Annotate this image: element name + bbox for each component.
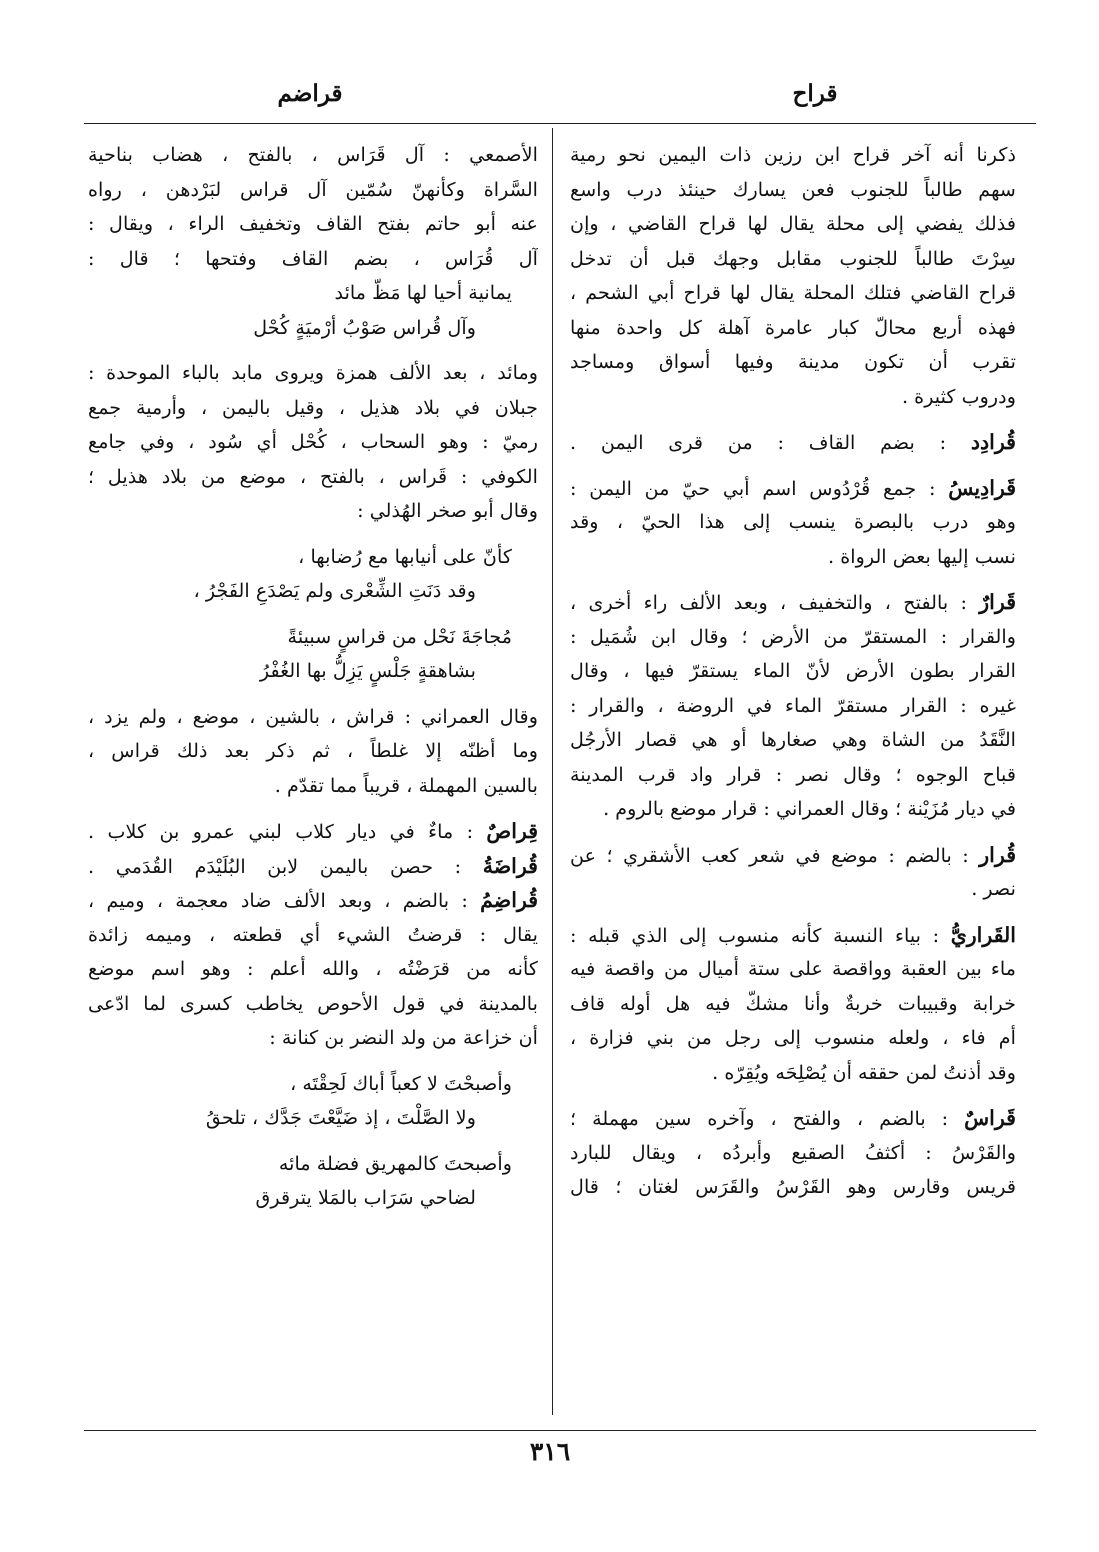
text-line: وقال العمراني : قراش ، بالشين ، موضع ، ولم يزد ، — [88, 704, 538, 728]
headword: قُرار — [979, 842, 1016, 867]
headword: قُراضِمُ — [480, 888, 538, 912]
entry-definition: : جمع قُرْدُوس اسم أبي حيّ من اليمن : — [570, 476, 949, 500]
running-header-right: قراح — [792, 80, 838, 107]
entry-definition: : بالضم ، والفتح ، وآخره سين مهملة ؛ — [570, 1107, 965, 1130]
paragraph-gap — [88, 345, 538, 356]
verse-hemistich-second: ولا الصَّلْتَ ، إذ ضَيَّعْتَ جَدَّك ، تلحقُ — [205, 1106, 476, 1129]
entry-line — [88, 814, 538, 849]
paragraph-gap — [570, 414, 1016, 425]
verse-hemistich-second: وآل قُراس صَوْبُ أرْميَةٍ كُحْل — [253, 315, 476, 339]
footer-rule — [84, 1430, 1036, 1431]
entry-line — [88, 883, 538, 918]
text-line: سهم طالباً للجنوب فعن يسارك حينئذ درب واسع — [570, 177, 1016, 201]
text-line: السَّراة وكأنهنّ سُمّين آل قراس لبَرْدهن ، رواه — [88, 177, 538, 201]
text-line: النَّقَدُ من الشاة وهي صغارها أو هي قصار الأرجُل — [570, 728, 1016, 751]
paragraph-gap — [570, 574, 1016, 585]
entry-line — [570, 585, 1016, 620]
headword: قِراصٌ — [486, 819, 538, 843]
headword: قُرادِد — [970, 430, 1016, 454]
verse-hemistich-first: وأصبحْتَ لا كعباً أباك لَحِقْتَه ، — [290, 1071, 512, 1095]
entry-line — [88, 849, 538, 884]
text-line: والقَرْسُ : أكثفُ الصقيع وأبردُه ، ويقال للبارد — [570, 1140, 1016, 1164]
headword: قَراسٌ — [964, 1106, 1016, 1130]
text-line: عنه أبو حاتم بفتح القاف وتخفيف الراء ، ويقال : — [88, 212, 538, 235]
text-line: وقد أذنتُ لمن حققه أن يُصْلِحَه ويُقِرّه . — [712, 1060, 1016, 1084]
headword: القَراريُّ — [950, 922, 1016, 947]
text-line: ماء بين العقبة وواقصة على ستة أميال من واقصة فيه — [570, 957, 1016, 980]
entry-line — [570, 471, 1016, 506]
text-line: تقرب أن تكون مدينة وفيها أسواق ومساجد — [570, 350, 1016, 373]
text-line: وقال أبو صخر الهُذلي : — [357, 499, 538, 522]
text-line: سِرْتَ طالباً للجنوب مقابل وجهك قبل أن تدخل — [570, 246, 1016, 270]
verse-hemistich-first: وأصبحتَ كالمهريق فضلة مائه — [278, 1151, 512, 1175]
paragraph-gap — [88, 803, 538, 814]
headword: قُراضَةُ — [482, 853, 538, 878]
entry-definition: : بالضم : موضع في شعر كعب الأشقري ؛ عن — [570, 843, 980, 867]
paragraph-gap — [88, 1056, 538, 1067]
text-line: بالمدينة في قول الأحوص يخاطب كسرى لما ادّعى — [88, 991, 538, 1015]
text-line: قريس وقارس وهو القَرْسُ والقَرَس لغتان ؛ قال — [570, 1175, 1016, 1198]
paragraph-gap — [570, 907, 1016, 918]
text-line: القرار بطون الأرض لأنّ الماء يستقرّ فيها ، وقال — [570, 659, 1016, 682]
entry-definition: : بياء النسبة كأنه منسوب إلى الذي قبله : — [570, 923, 951, 947]
entry-line — [570, 918, 1016, 953]
text-line: وما أظنّه إلا غلطاً ، ثم ذكر بعد ذلك قراس ، — [88, 739, 538, 762]
paragraph-gap — [570, 1090, 1016, 1101]
column-divider — [552, 128, 553, 1415]
entry-line — [570, 425, 1016, 460]
entry-definition: : بالفتح ، والتخفيف ، وبعد الألف راء أخرى ، — [570, 591, 980, 614]
text-line: ذكرنا أنه آخر قراح ابن رزين ذات اليمين نحو رمية — [570, 143, 1016, 166]
text-line: في ديار مُزَيْنة ؛ وقال العمراني : قرار موضع بالروم . — [603, 797, 1016, 820]
text-line: ومائد ، بعد الألف همزة ويروى مابد بالباء الموحدة : — [88, 361, 538, 384]
text-line: خرابة وقبيبات خربةٌ وأنا مشكّ فيه هل أوله قاف — [570, 991, 1016, 1015]
entry-line — [570, 1101, 1016, 1136]
page-number: ٣١٦ — [529, 1437, 571, 1466]
paragraph-gap — [88, 609, 538, 620]
paragraph-gap — [88, 689, 538, 700]
text-line: والقرار : المستقرّ من الأرض ؛ وقال ابن شُمَيل : — [570, 624, 1016, 648]
text-line: بالسين المهملة ، قريباً مما تقدّم . — [274, 773, 538, 797]
text-line: أم فاء ، ولعله منسوب إلى رجل من بني فزارة ، — [570, 1026, 1016, 1049]
text-line: جبلان في بلاد هذيل ، وقيل باليمن ، وأرمية جمع — [88, 395, 538, 419]
entry-line — [570, 838, 1016, 873]
text-line: قباح الوجوه ؛ وقال نصر : قرار واد قرب المدينة — [570, 762, 1016, 786]
left-column — [88, 138, 538, 1216]
text-line: أن خزاعة من ولد النضر بن كنانة : — [269, 1026, 538, 1049]
text-line: كأنه من قرَضْتُه ، والله أعلم : وهو اسم موضع — [88, 957, 538, 980]
verse-hemistich-second: لضاحي سَرَاب بالمَلا يترقرق — [255, 1186, 476, 1209]
header-rule — [84, 123, 1036, 124]
text-line: ودروب كثيرة . — [901, 384, 1016, 408]
text-line: رميّ : وهو السحاب ، كُحْل أي سُود ، وفي جامع — [88, 430, 538, 453]
text-line: آل قُرَاس ، بضم القاف وفتحها ؛ قال : — [88, 246, 538, 270]
entry-definition: : حصن باليمن لابن البُلَيْدَم القُدَمي . — [88, 854, 483, 878]
entry-definition: : ماءٌ في ديار كلاب لبني عمرو بن كلاب . — [88, 820, 487, 843]
paragraph-gap — [88, 529, 538, 540]
text-line: نصر . — [971, 877, 1016, 900]
entry-definition: : بالضم ، وبعد الألف ضاد معجمة ، وميم ، — [88, 889, 481, 912]
text-line: الأصمعي : آل قَرَاس ، بالفتح ، هضاب بناحية — [88, 143, 538, 166]
paragraph-gap — [570, 460, 1016, 471]
text-line: يقال : قرضتُ الشيء أي قطعته ، وميمه زائدة — [88, 922, 538, 946]
headword: قَرادِيسُ — [948, 475, 1016, 500]
verse-hemistich-second: وقد دَنَتِ الشِّعْرى ولم يَصْدَعِ الفَجْرُ ، — [193, 579, 476, 602]
text-line: وهو درب بالبصرة ينسب إلى هذا الحيّ ، وقد — [570, 510, 1016, 533]
text-line: نسب إليها بعض الرواة . — [828, 544, 1016, 568]
verse-hemistich-first: مُجاجَةَ نَحْل من قراسٍ سبيئةً — [287, 624, 512, 648]
text-line: غيره : القرار مستقرّ الماء في الروضة ، والقرار : — [570, 693, 1016, 717]
verse-hemistich-first: كأنّ على أنيابها مع رُضابها ، — [298, 544, 512, 568]
entry-definition: : بضم القاف : من قرى اليمن . — [570, 431, 971, 454]
text-line: قراح القاضي فتلك المحلة يقال لها قراح أبي الشحم ، — [570, 281, 1016, 304]
running-header-left: قراضم — [277, 80, 343, 107]
verse-hemistich-second: بشاهقةٍ جَلْسٍ يَزِلُّ بها الغُفْرُ — [259, 659, 476, 682]
text-line: فذلك يفضي إلى محلة يقال لها قراح القاضي ، وإن — [570, 212, 1016, 235]
text-line: فهذه أربع محالّ كبار عامرة آهلة كل واحدة منها — [570, 315, 1016, 339]
verse-hemistich-first: يمانية أحيا لها مَظّ مائد — [334, 281, 512, 304]
headword: قَرارٌ — [979, 590, 1016, 614]
paragraph-gap — [570, 827, 1016, 838]
right-column — [570, 138, 1016, 1205]
text-line: الكوفي : قَراس ، بالفتح ، موضع من بلاد هذيل ؛ — [88, 464, 538, 488]
paragraph-gap — [88, 1136, 538, 1147]
